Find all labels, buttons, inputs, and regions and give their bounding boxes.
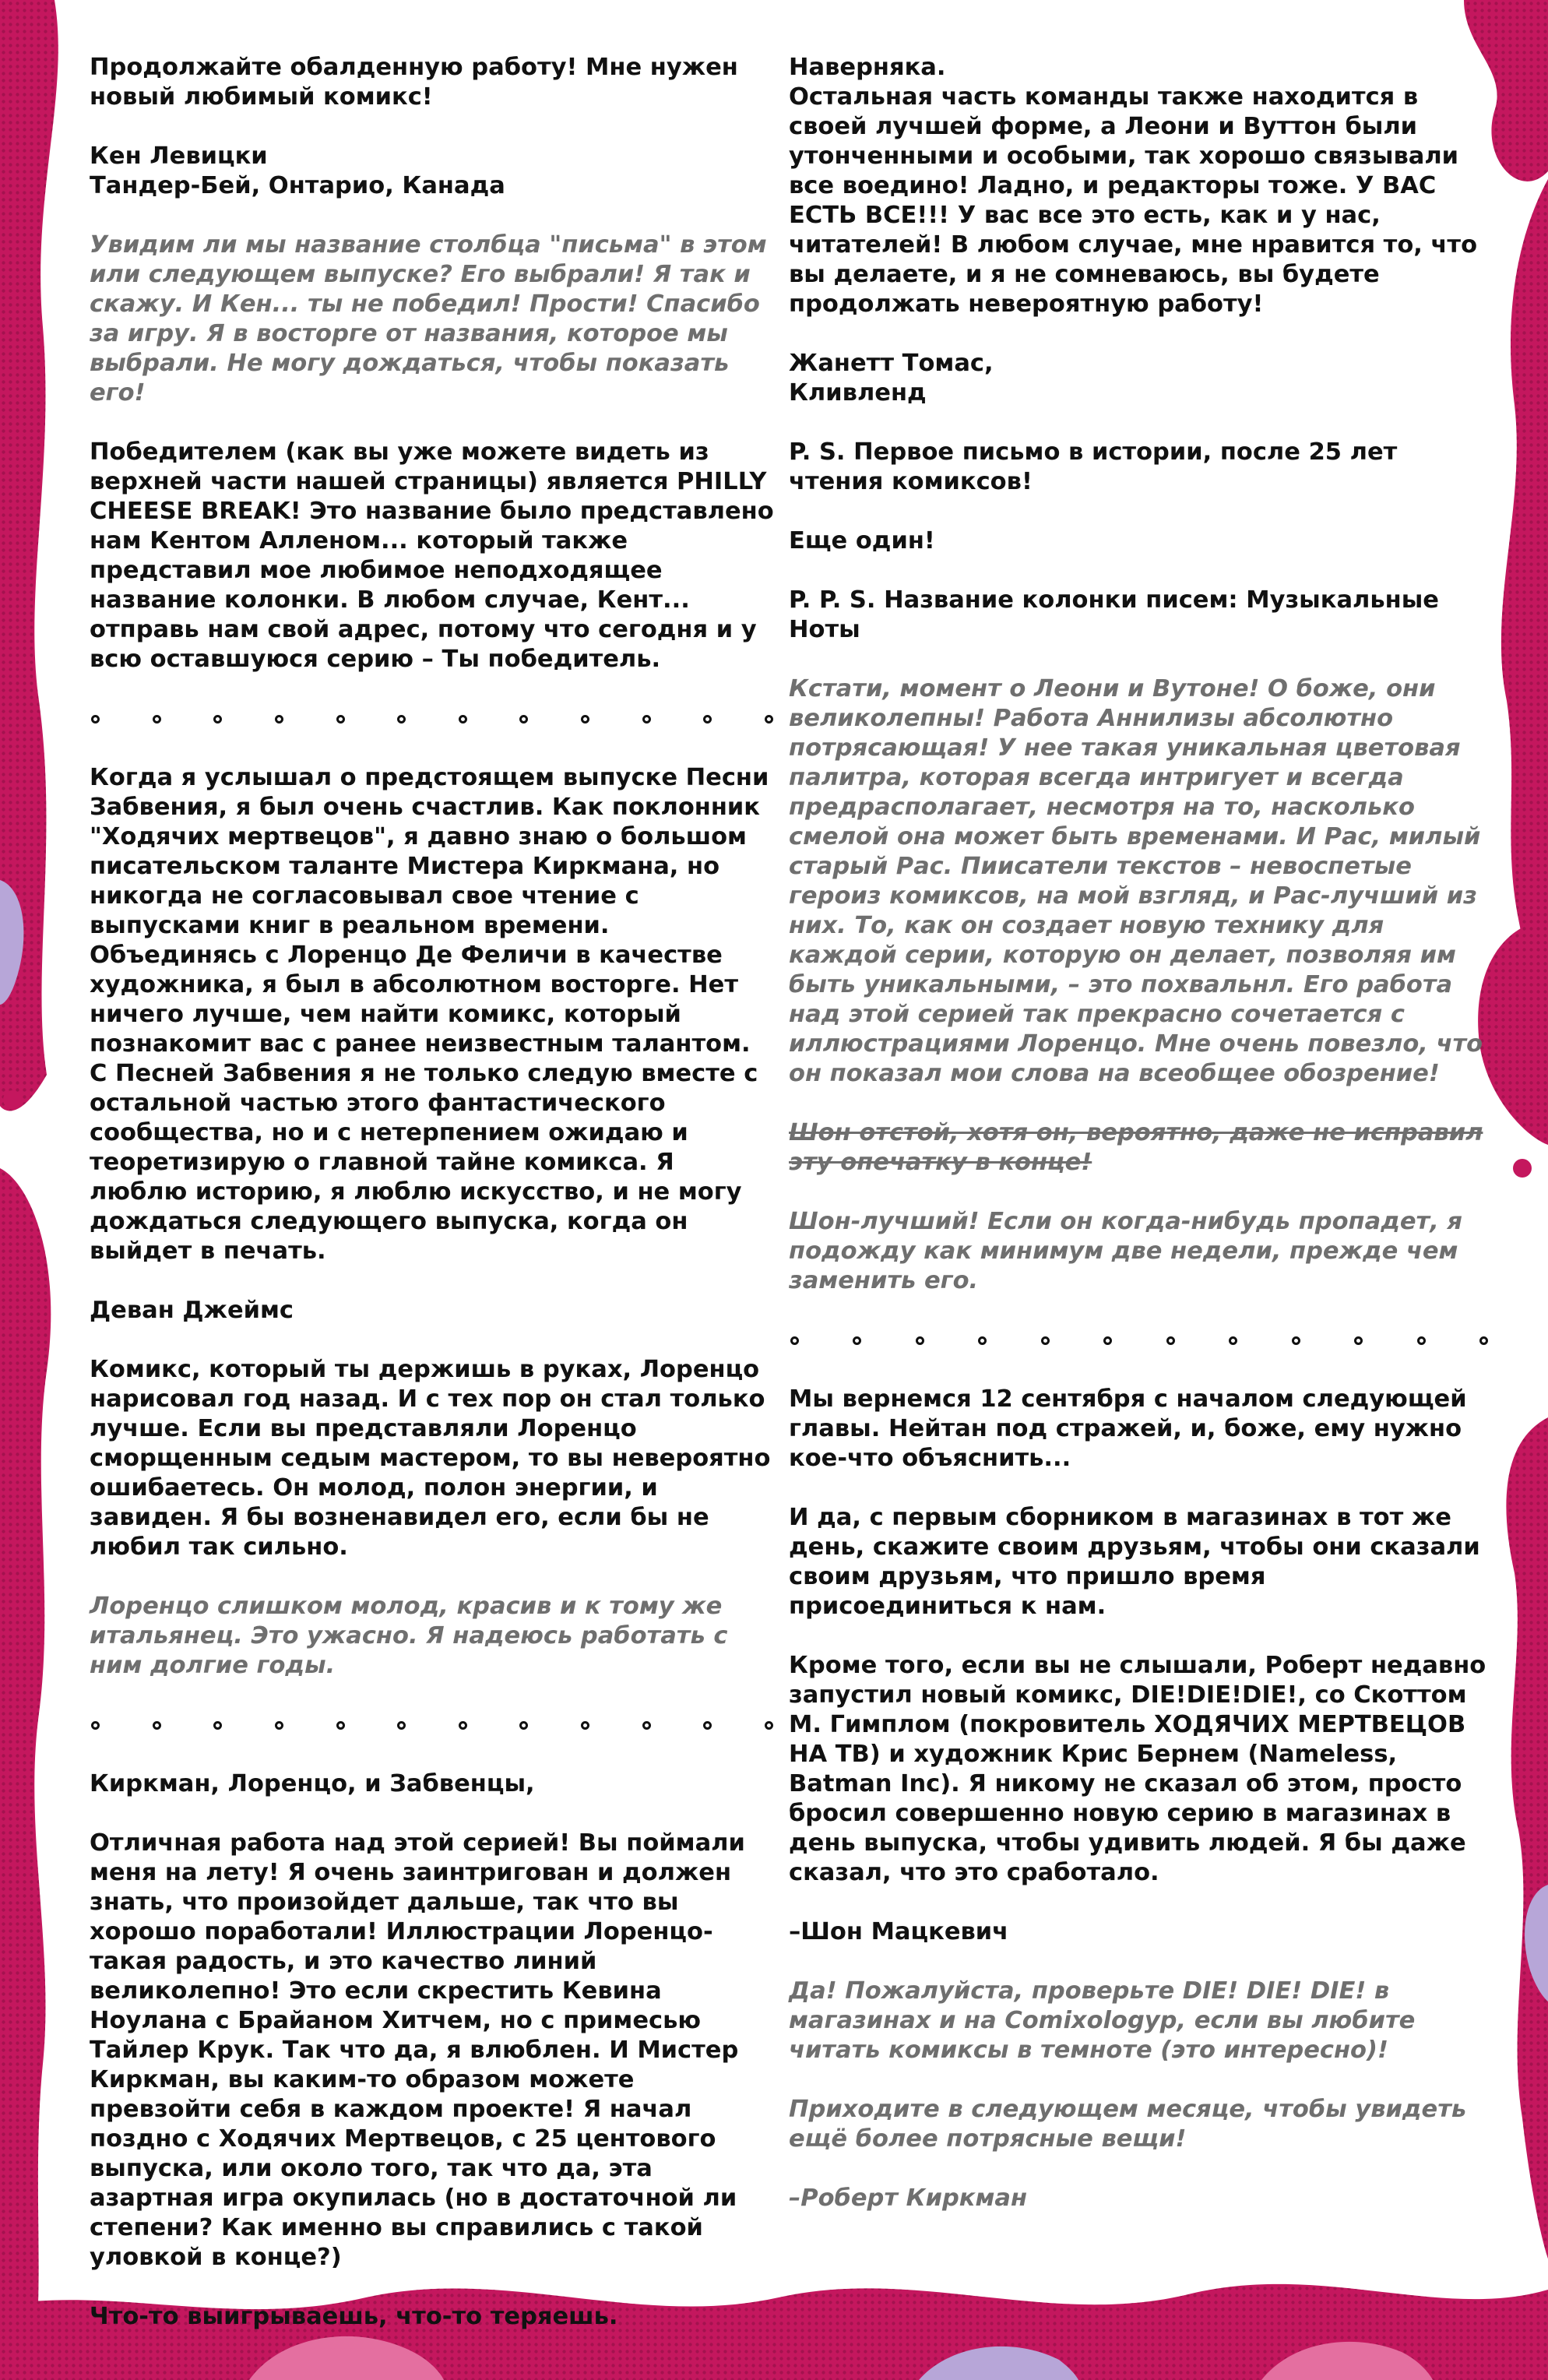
editor-reply: Увидим ли мы название столбца "письма" в этом или следующем выпуске? Его выбрали! Я так и скажу. И Кен... ты не победил! Прости! Спасибо за игру. Я в восторге от названия, которое мы выбрали. Не могу дождаться, чтобы показать его! xyxy=(90,231,767,407)
signature-name: –Шон Мацкевич xyxy=(789,1918,1009,1945)
signature-name: Жанетт Томас, xyxy=(789,350,994,377)
editor-note: И да, с первым сборником в магазинах в тот же день, скажите своим друзьям, чтобы они сказали своим друзьям, что пришло время присоединиться к нам. xyxy=(789,1504,1480,1620)
letter-text: Продолжайте обалденную работу! Мне нужен новый любимый комикс! xyxy=(90,54,738,111)
left-edge-blob-lower-texture xyxy=(0,1168,51,2380)
letter-text: Отличная работа над этой серией! Вы поймали меня на лету! Я очень заинтригован и должен знать, что произойдет дальше, так что вы хорошо поработали! Иллюстрации Лоренцо-такая радость, и это качество линий великолепно! Это если скрестить Кевина Ноулана с Брайаном Хитчем, но с примесью Тайлер Крук. Так что да, я влюблен. И Мистер Киркман, вы каким-то образом можете превзойти себя в каждом проекте! Я начал поздно с Ходячих Мертвецов, с 25 центового выпуска, или около того, так что да, эта азартная игра окупилась (но в достаточной ли степени? Как именно вы справились с такой уловкой в конце?) xyxy=(90,1829,745,2271)
signature-name: –Роберт Киркман xyxy=(789,2185,1028,2212)
signature-name: Деван Джеймс xyxy=(90,1297,294,1324)
left-drop xyxy=(3,1090,22,1109)
letter-text: Победителем (как вы уже можете видеть из верхней части нашей страницы) является PHILLY CHEESE BREAK! Это название было представлено нам Кентом Алленом... который также представил мое любимое неподходящее название колонки. В любом случае, Кент... отправь нам свой адрес, потому что сегодня и у всю оставшуюся серию – Ты победитель. xyxy=(90,438,774,673)
letter-text: Наверняка. xyxy=(789,54,946,81)
right-edge-blob-texture xyxy=(1501,179,1548,1012)
postscript: Еще один! xyxy=(789,527,935,555)
editor-reply: Приходите в следующем месяце, чтобы увидеть ещё более потрясные вещи! xyxy=(789,2096,1467,2153)
editor-reply: Лоренцо слишком молод, красив и к тому же итальянец. Это ужасно. Я надеюсь работать с ним долгие годы. xyxy=(90,1593,728,1679)
dot-divider xyxy=(90,704,775,734)
letters-column-right xyxy=(789,53,1490,2243)
signature-name: Кен Левицки xyxy=(90,143,268,170)
signature-place: Тандер-Бей, Онтарио, Канада xyxy=(90,172,505,199)
letter-text: Остальная часть команды также находится в своей лучшей форме, а Леони и Вуттон были утонченными и особыми, так хорошо связывали все воедино! Ладно, и редакторы тоже. У ВАС ЕСТЬ ВСЕ!!! У вас все это есть, как и у нас, читателей! В любом случае, мне нравится то, что вы делаете, и я не сомневаюсь, вы будете продолжать невероятную работу! xyxy=(789,83,1478,318)
letter-text: Комикс, который ты держишь в руках, Лоренцо нарисовал год назад. И с тех пор он стал только лучше. Если вы представляли Лоренцо сморщенным седым мастером, то вы невероятно ошибаетесь. Он молод, полон энергии, и завиден. Я бы возненавидел его, если бы не любил так сильно. xyxy=(90,1356,771,1561)
postscript: P. S. Первое письмо в истории, после 25 лет чтения комиксов! xyxy=(789,438,1398,495)
dot-divider xyxy=(90,1710,775,1740)
editor-note: Мы вернемся 12 сентября с началом следующей главы. Нейтан под стражей, и, боже, ему нужно кое-что объяснить... xyxy=(789,1385,1467,1472)
right-drop xyxy=(1513,1159,1532,1178)
editor-reply: Да! Пожалуйста, проверьте DIE! DIE! DIE! в магазинах и на Comixologyр, если вы любите читать комиксы в темноте (это интересно)! xyxy=(789,1977,1416,2064)
editor-reply: Шон-лучший! Если он когда-нибудь пропадет, я подожду как минимум две недели, прежде чем заменить его. xyxy=(789,1208,1462,1294)
editor-note: Кроме того, если вы не слышали, Роберт недавно запустил новый комикс, DIE!DIE!DIE!, со Скоттом М. Гимплом (покровитель ХОДЯЧИХ МЕРТВЕЦОВ НА ТВ) и художник Крис Бернем (Nameless, Batman Inc). Я никому не сказал об этом, просто бросил совершенно новую серию в магазинах в день выпуска, чтобы удивить людей. Я бы даже сказал, что это сработало. xyxy=(789,1652,1486,1886)
right-lower-blob-texture xyxy=(1506,1417,1548,2259)
signature-place: Кливленд xyxy=(789,379,927,407)
postscript: P. P. S. Название колонки писем: Музыкальные Ноты xyxy=(789,586,1439,643)
letter-text: Что-то выигрываешь, что-то теряешь. xyxy=(90,2303,618,2330)
struck-reply: Шон отстой, хотя он, вероятно, даже не исправил эту опечатку в конце! xyxy=(789,1119,1483,1176)
dot-divider xyxy=(789,1326,1490,1355)
letter-salutation: Киркман, Лоренцо, и Забвенцы, xyxy=(90,1770,535,1797)
editor-reply: Кстати, момент о Леони и Вутоне! О боже, они великолепны! Работа Аннилизы абсолютно потрясающая! У нее такая уникальная цветовая палитра, которая всегда интригует и всегда предрасполагает, несмотря на то, насколько смелой она может быть временами. И Рас, милый старый Рас. Пиисатели текстов – невоспетые героиз комиксов, на мой взгляд, и Рас-лучший из них. То, как он создает новую технику для каждой серии, которую он делает, позволяя им быть уникальными, – это похвальнл. Его работа над этой серией так прекрасно сочетается с иллюстрациями Лоренцо. Мне очень повезло, что он показал мои слова на всеобщее обозрение! xyxy=(789,675,1483,1087)
letters-column-left xyxy=(90,53,775,2361)
letter-text: Когда я услышал о предстоящем выпуске Песни Забвения, я был очень счастлив. Как поклонник "Ходячих мертвецов", я давно знаю о большом писательском таланте Мистера Киркмана, но никогда не согласовывал свое чтение с выпусками книг в реальном времени. Объединясь с Лоренцо Де Феличи в качестве художника, я был в абсолютном восторге. Нет ничего лучше, чем найти комикс, который познакомит вас с ранее неизвестным талантом. С Песней Забвения я не только следую вместе с остальной частью этого фантастического сообщества, но и с нетерпением ожидаю и теоретизирую о главной тайне комикса. Я люблю историю, я люблю искусство, и не могу дождаться следующего выпуска, когда он выйдет в печать. xyxy=(90,764,769,1265)
